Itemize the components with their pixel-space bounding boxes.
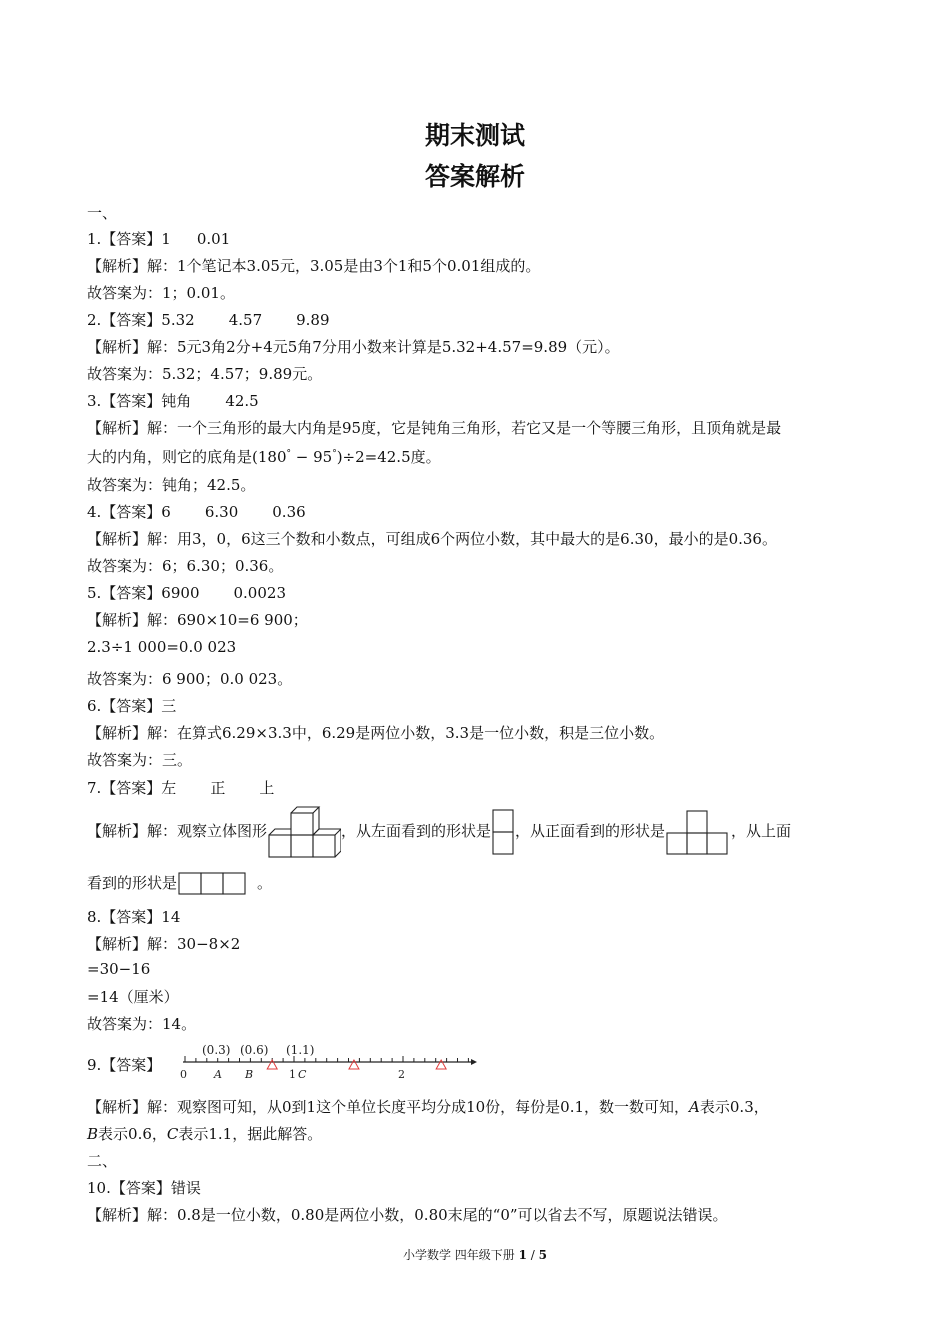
point-c-label: C	[166, 1125, 179, 1143]
q9-analysis-1	[87, 1096, 769, 1117]
degree-symbol: °	[286, 449, 291, 459]
tick-label-2: 2	[398, 1068, 405, 1081]
q1-answer-label: 1.【答案】1	[87, 230, 171, 248]
q2-result: 故答案为：5.32；4.57；9.89元。	[87, 365, 323, 383]
tick-label-a: A	[214, 1068, 222, 1081]
page-title: 期末测试	[424, 121, 525, 150]
q7-analysis-row-2	[87, 871, 272, 897]
q9-analysis-2	[87, 1123, 322, 1144]
q3-result: 故答案为：钝角；42.5。	[87, 476, 256, 494]
footer-sep: /	[526, 1248, 539, 1262]
q4-analysis: 【解析】解：用3，0，6这三个数和小数点，可组成6个两位小数，其中最大的是6.30，最小的是0.36。	[87, 530, 777, 548]
q2-analysis: 【解析】解：5元3角2分+4元5角7分用小数来计算是5.32+4.57=9.89（元）。	[87, 338, 620, 356]
q9-answer: 9.【答案】	[87, 1056, 162, 1074]
q7-analysis-f: 。	[257, 874, 273, 892]
q9-analysis-2-mid: 表示0.6，	[98, 1125, 167, 1143]
label-0-3: (0.3)	[202, 1043, 231, 1057]
footer-text: 小学数学 四年级下册	[402, 1248, 519, 1262]
footer-total: 5	[538, 1248, 548, 1262]
q7-answer-c: 上	[259, 779, 275, 797]
q5-answer-b: 0.0023	[233, 584, 286, 602]
page-subtitle: 答案解析	[424, 162, 525, 191]
q4-answer-c: 0.36	[272, 503, 306, 521]
q3-answer-label: 3.【答案】钝角	[87, 392, 192, 410]
q2-answer-c: 9.89	[296, 311, 330, 329]
footer-page: 1	[518, 1248, 527, 1262]
tick-label-1: 1	[289, 1068, 296, 1081]
q9-analysis-1-end: 表示0.3，	[699, 1098, 769, 1116]
q6-answer: 6.【答案】三	[87, 697, 177, 715]
q6-result: 故答案为：三。	[87, 751, 193, 769]
q5-calc: 2.3÷1 000=0.0 023	[87, 638, 237, 656]
q7-analysis-a: 【解析】解：观察立体图形	[87, 822, 268, 840]
q7-analysis-b: ，从左面看到的形状是	[341, 822, 492, 840]
q8-step2: =14（厘米）	[87, 988, 179, 1006]
q7-answer-b: 正	[210, 779, 226, 797]
label-0-6: (0.6)	[240, 1043, 269, 1057]
q9-analysis-1-text: 【解析】解：观察图可知，从0到1这个单位长度平均分成10份，每份是0.1，数一数可知，	[87, 1098, 690, 1116]
q10-analysis: 【解析】解：0.8是一位小数，0.80是两位小数，0.80末尾的“0”可以省去不写，原题说法错误。	[87, 1206, 728, 1224]
q3-analysis-2-post: )÷2=42.5度。	[336, 448, 441, 466]
q1-answer	[87, 228, 230, 249]
page-footer	[0, 1246, 950, 1263]
q5-result: 故答案为：6 900；0.0 023。	[87, 670, 293, 688]
q3-analysis-2-pre: 大的内角，则它的底角是(180	[87, 448, 287, 466]
tick-label-b: B	[245, 1068, 254, 1081]
degree-symbol: °	[332, 449, 337, 459]
tick-label-0: 0	[180, 1068, 187, 1081]
q5-answer-label: 5.【答案】6900	[87, 584, 200, 602]
q3-analysis-2	[87, 446, 441, 467]
q4-answer	[87, 501, 306, 522]
triangle-marker-icon	[436, 1060, 446, 1069]
triangle-marker-icon	[349, 1060, 359, 1069]
left-view-figure	[491, 808, 515, 856]
q8-analysis: 【解析】解：30−8×2	[87, 935, 241, 953]
q8-result: 故答案为：14。	[87, 1015, 197, 1033]
q1-analysis: 【解析】解：1个笔记本3.05元，3.05是由3个1和5个0.01组成的。	[87, 257, 541, 275]
q4-answer-label: 4.【答案】6	[87, 503, 171, 521]
section-heading-one: 一、	[87, 204, 118, 222]
number-line-figure	[175, 1040, 480, 1082]
label-1-1: (1.1)	[286, 1043, 315, 1057]
point-b-label: B	[87, 1125, 99, 1143]
q3-answer	[87, 390, 259, 411]
q7-answer-label: 7.【答案】左	[87, 779, 177, 797]
q8-step1: =30−16	[87, 960, 151, 978]
q2-answer	[87, 309, 330, 330]
front-view-figure	[665, 808, 731, 856]
q1-result: 故答案为：1；0.01。	[87, 284, 235, 302]
q4-result: 故答案为：6；6.30；0.36。	[87, 557, 284, 575]
q9-analysis-2-end: 表示1.1，据此解答。	[178, 1125, 323, 1143]
q5-answer	[87, 582, 286, 603]
q2-answer-b: 4.57	[228, 311, 263, 329]
q7-analysis-c: ，从正面看到的形状是	[515, 822, 666, 840]
q8-answer: 8.【答案】14	[87, 908, 181, 926]
q5-analysis: 【解析】解：690×10=6 900；	[87, 611, 308, 629]
q7-analysis-e: 看到的形状是	[87, 874, 178, 892]
q7-analysis-d: ，从上面	[731, 822, 792, 840]
arrow-icon	[471, 1059, 477, 1065]
q4-answer-b: 6.30	[204, 503, 239, 521]
q2-answer-label: 2.【答案】5.32	[87, 311, 195, 329]
q1-answer-b: 0.01	[196, 230, 231, 248]
top-view-figure	[177, 871, 249, 897]
point-a-label: A	[689, 1098, 700, 1116]
3d-shape-figure	[267, 805, 341, 859]
section-heading-two: 二、	[87, 1152, 118, 1170]
q3-analysis-2-mid: − 95	[290, 448, 333, 466]
q7-analysis-row	[87, 805, 791, 859]
q7-answer	[87, 777, 274, 798]
q6-analysis: 【解析】解：在算式6.29×3.3中，6.29是两位小数，3.3是一位小数，积是三位小数。	[87, 724, 665, 742]
q3-analysis-1: 【解析】解：一个三角形的最大内角是95度，它是钝角三角形，若它又是一个等腰三角形，且顶角就是最	[87, 419, 782, 437]
q10-answer: 10.【答案】错误	[87, 1179, 201, 1197]
tick-label-c: C	[298, 1068, 307, 1081]
q3-answer-b: 42.5	[225, 392, 259, 410]
